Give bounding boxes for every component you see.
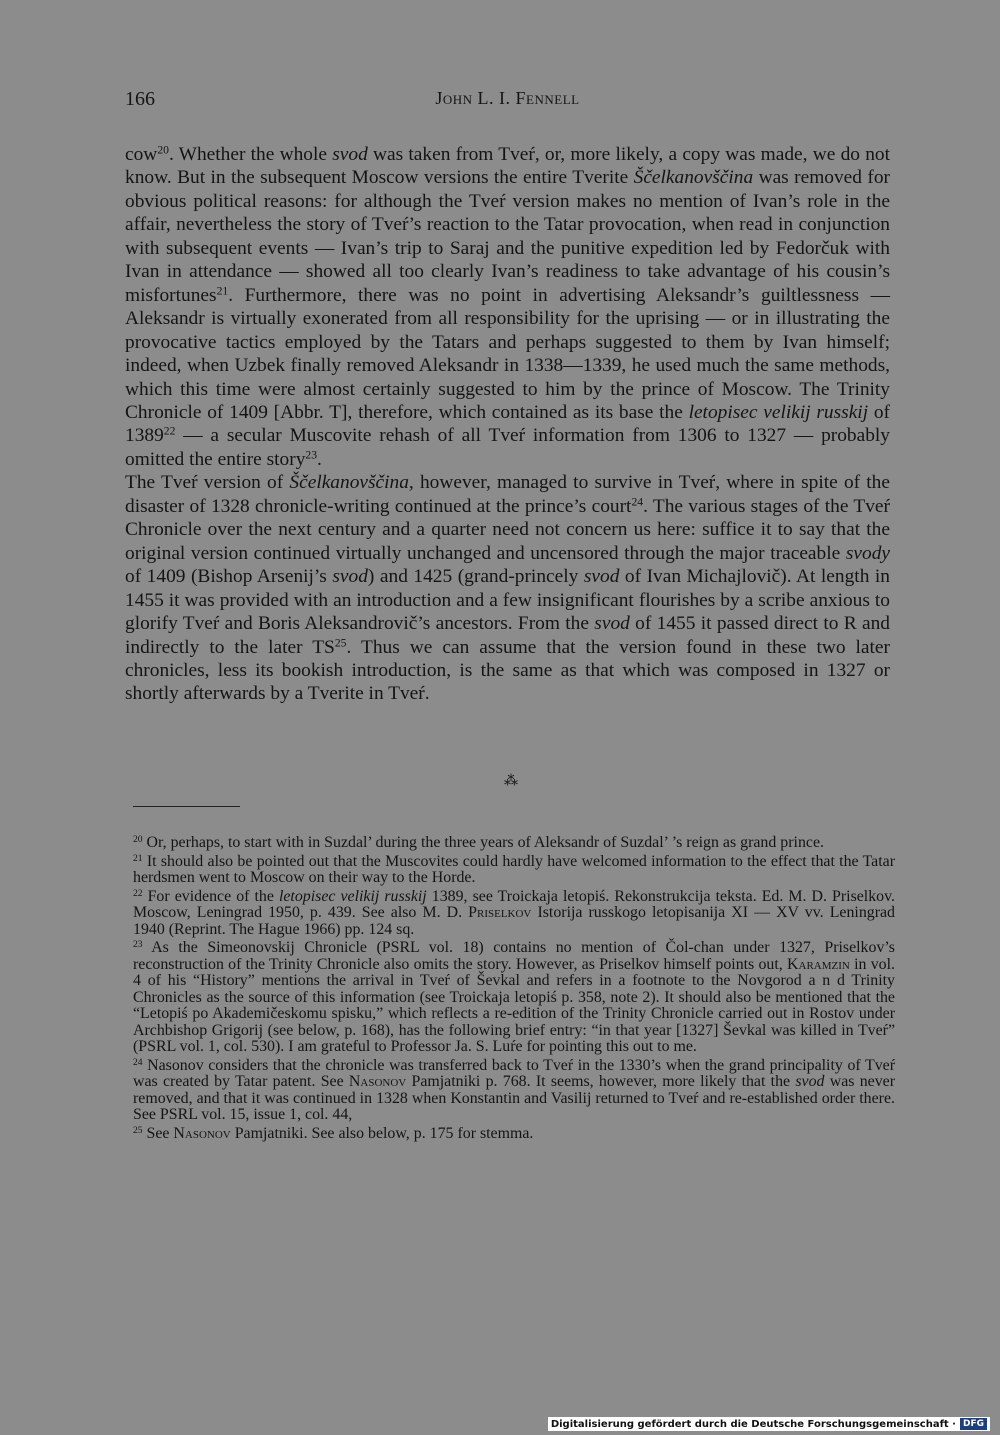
text-run: was taken from Tveŕ, or, more likely, a copy was made, we do not know. But in the subsequent Moscow versions the entire Tverite	[125, 144, 890, 189]
footnote-divider	[133, 806, 240, 807]
footnote-text: 1389, see Troickaja letopiś. Rekonstrukcija teksta. Ed. M. D. Priselkov. Moscow, Leningrad 1950, p. 439. See also M. D.	[133, 887, 895, 921]
footnote-marker: 22	[133, 887, 143, 899]
footnote-text: Pamjatniki p. 768. It seems, however, more likely that the	[406, 1073, 796, 1090]
footnote-marker: 24	[133, 1056, 143, 1068]
body-text	[125, 143, 890, 706]
author-name: Priselkov	[468, 904, 532, 921]
footnote-text: As the Simeonovskij Chronicle (PSRL vol. 18) contains no mention of Čol-chan under 1327, Priselkov’s reconstruction of the Trinity Chronicle also omits the story. However, as Priselkov himself points out,	[133, 939, 895, 973]
italic-term: svody	[845, 542, 890, 564]
footnote-25	[133, 1126, 895, 1143]
author-name: Nasonov	[173, 1124, 231, 1142]
italic-term: svod	[332, 144, 368, 165]
footnote-marker: 21	[133, 852, 143, 864]
paragraph-2	[125, 471, 890, 706]
text-run: .	[317, 448, 322, 470]
italic-term: Ščelkanovščina	[633, 167, 754, 189]
italic-term: svod	[332, 566, 368, 588]
footnote-text: Nasonov considers that the chronicle was transferred back to Tveŕ in the 1330’s when the grand principality of Tveŕ was created by Tatar patent. See	[133, 1056, 895, 1090]
italic-term: svod	[583, 566, 620, 588]
dfg-logo-icon: DFG	[960, 1418, 987, 1430]
italic-term: svod	[594, 613, 630, 635]
text-run: . Whether the whole	[168, 144, 333, 165]
footnote-text: It should also be pointed out that the Muscovites could hardly have welcomed information to the effect that the Tatar herdsmen went to Moscow on their way to the Horde.	[133, 852, 895, 886]
footnote-22	[133, 889, 895, 939]
footnote-text: Pamjatniki. See also below, p. 175 for stemma.	[230, 1124, 534, 1142]
credit-text: Digitalisierung gefördert durch die Deutsche Forschungsgemeinschaft ·	[550, 1418, 956, 1430]
text-run: . Furthermore, there was no point in advertising Aleksandr’s guiltlessness — Aleksandr is virtually exonerated from all responsibility for the uprising — or in illustrating the provocative tactics employed by the Tatars and perhaps suggested to them by Ivan himself; indeed, when Uzbek finally removed Aleksandr in 1338—1339, he used much the same methods, which this time were almost certainly suggested to him by the prince of Moscow. The Trinity Chronicle of 1409 [Abbr. T], therefore, which contained as its base the	[125, 284, 890, 423]
paragraph-1	[125, 143, 890, 471]
section-asterism: ⁂	[504, 774, 518, 789]
footnote-ref-20: 20	[157, 143, 169, 157]
footnote-20	[133, 835, 895, 852]
author-name: Nasonov	[348, 1073, 407, 1090]
text-run: . The various stages of the Tveŕ Chronicle over the next century and a quarter need not concern us here: suffice it to say that the original version continued virtually unchanged and uncensored through the major traceable	[125, 495, 890, 564]
footnote-23	[133, 940, 895, 1056]
italic-term: letopisec velikij russkij	[278, 887, 427, 905]
text-run: The Tveŕ version of	[125, 472, 290, 494]
footnote-ref-23: 23	[305, 448, 318, 462]
footnotes	[133, 835, 895, 1144]
footnote-24	[133, 1058, 895, 1124]
digitization-credit	[548, 1417, 990, 1431]
footnote-ref-24: 24	[631, 495, 644, 509]
footnote-ref-22: 22	[163, 425, 176, 439]
footnote-text: See	[142, 1124, 174, 1142]
text-run: was removed for obvious political reasons: for although the Tveŕ version makes no mention of Ivan’s role in the affair, nevertheless the story of Tveŕ’s reaction to the Tatar provocation, when read in conjunction with subsequent events — Ivan’s trip to Saraj and the punitive expedition led by Fedorčuk with Ivan in attendance — showed all too clearly Ivan’s readiness to take advantage of his cousin’s misfortunes	[125, 167, 890, 306]
text-run: of 1455 it passed direct to R and indirectly to the later TS	[125, 613, 891, 658]
italic-term: letopisec velikij russkij	[688, 401, 869, 423]
footnote-ref-21: 21	[216, 284, 229, 298]
footnote-marker: 20	[133, 833, 143, 845]
text-run: of Ivan Michajlovič). At length in 1455 it was provided with an introduction and a few insignificant flourishes by a scribe anxious to glorify Tveŕ and Boris Aleksandrovič’s ancestors. From the	[125, 566, 890, 635]
page-number: 166	[125, 88, 155, 110]
text-run: cow	[125, 144, 158, 165]
text-run: ) and 1425 (grand-princely	[367, 566, 584, 588]
text-run: of 1389	[125, 401, 890, 447]
text-run: . Thus we can assume that the version found in these two later chronicles, less its bookish introduction, is the same as that which was composed in 1327 or shortly afterwards by a Tverite in Tveŕ.	[125, 636, 890, 705]
italic-term: svod	[795, 1073, 825, 1090]
footnote-text: was never removed, and that it was continued in 1328 when Konstantin and Vasilij returned to Tveŕ and re-established order there. See PSRL vol. 15, issue 1, col. 44,	[133, 1073, 896, 1123]
text-run: — a secular Muscovite rehash of all Tveŕ information from 1306 to 1327 — probably omitted the entire story	[125, 425, 890, 470]
italic-term: Ščelkanovščina,	[289, 472, 414, 494]
footnote-marker: 23	[133, 938, 143, 950]
author-name: Karamzin	[787, 955, 850, 973]
page-header	[125, 88, 890, 118]
text-run: of 1409 (Bishop Arsenij’s	[125, 566, 333, 588]
footnote-21	[133, 854, 895, 887]
footnote-text: Or, perhaps, to start with in Suzdal’ during the three years of Aleksandr of Suzdal’ ’s reign as grand prince.	[142, 834, 824, 851]
text-run: however, managed to survive in Tveŕ, where in spite of the disaster of 1328 chronicle-writing continued at the prince’s court	[125, 472, 890, 517]
footnote-text: in vol. 4 of his “History” mentions the arrival in Tveŕ of Ševkal and refers in a footnote to the Novgorod a n d Trinity Chronicles as the source of this information (see Troickaja letopiś p. 358, note 2). It should also be mentioned that the “Letopiś po Akademičeskomu spisku,” which reflects a re-edition of the Trinity Chronicle carried out in Rostov under Archbishop Grigorij (see below, p. 168), has the following brief entry: “in that year [1327] Ševkal was killed in Tveŕ” (PSRL vol. 1, col. 530). I am grateful to Professor Ja. S. Luŕe for pointing this out to me.	[133, 955, 895, 1055]
footnote-marker: 25	[133, 1124, 143, 1136]
footnote-text: Istorija russkogo letopisanija XI — XV vv. Leningrad 1940 (Reprint. The Hague 1966) pp. 124 sq.	[133, 904, 895, 938]
running-head: John L. I. Fennell	[435, 88, 580, 108]
footnote-text: For evidence of the	[142, 887, 279, 905]
footnote-ref-25: 25	[334, 636, 347, 650]
